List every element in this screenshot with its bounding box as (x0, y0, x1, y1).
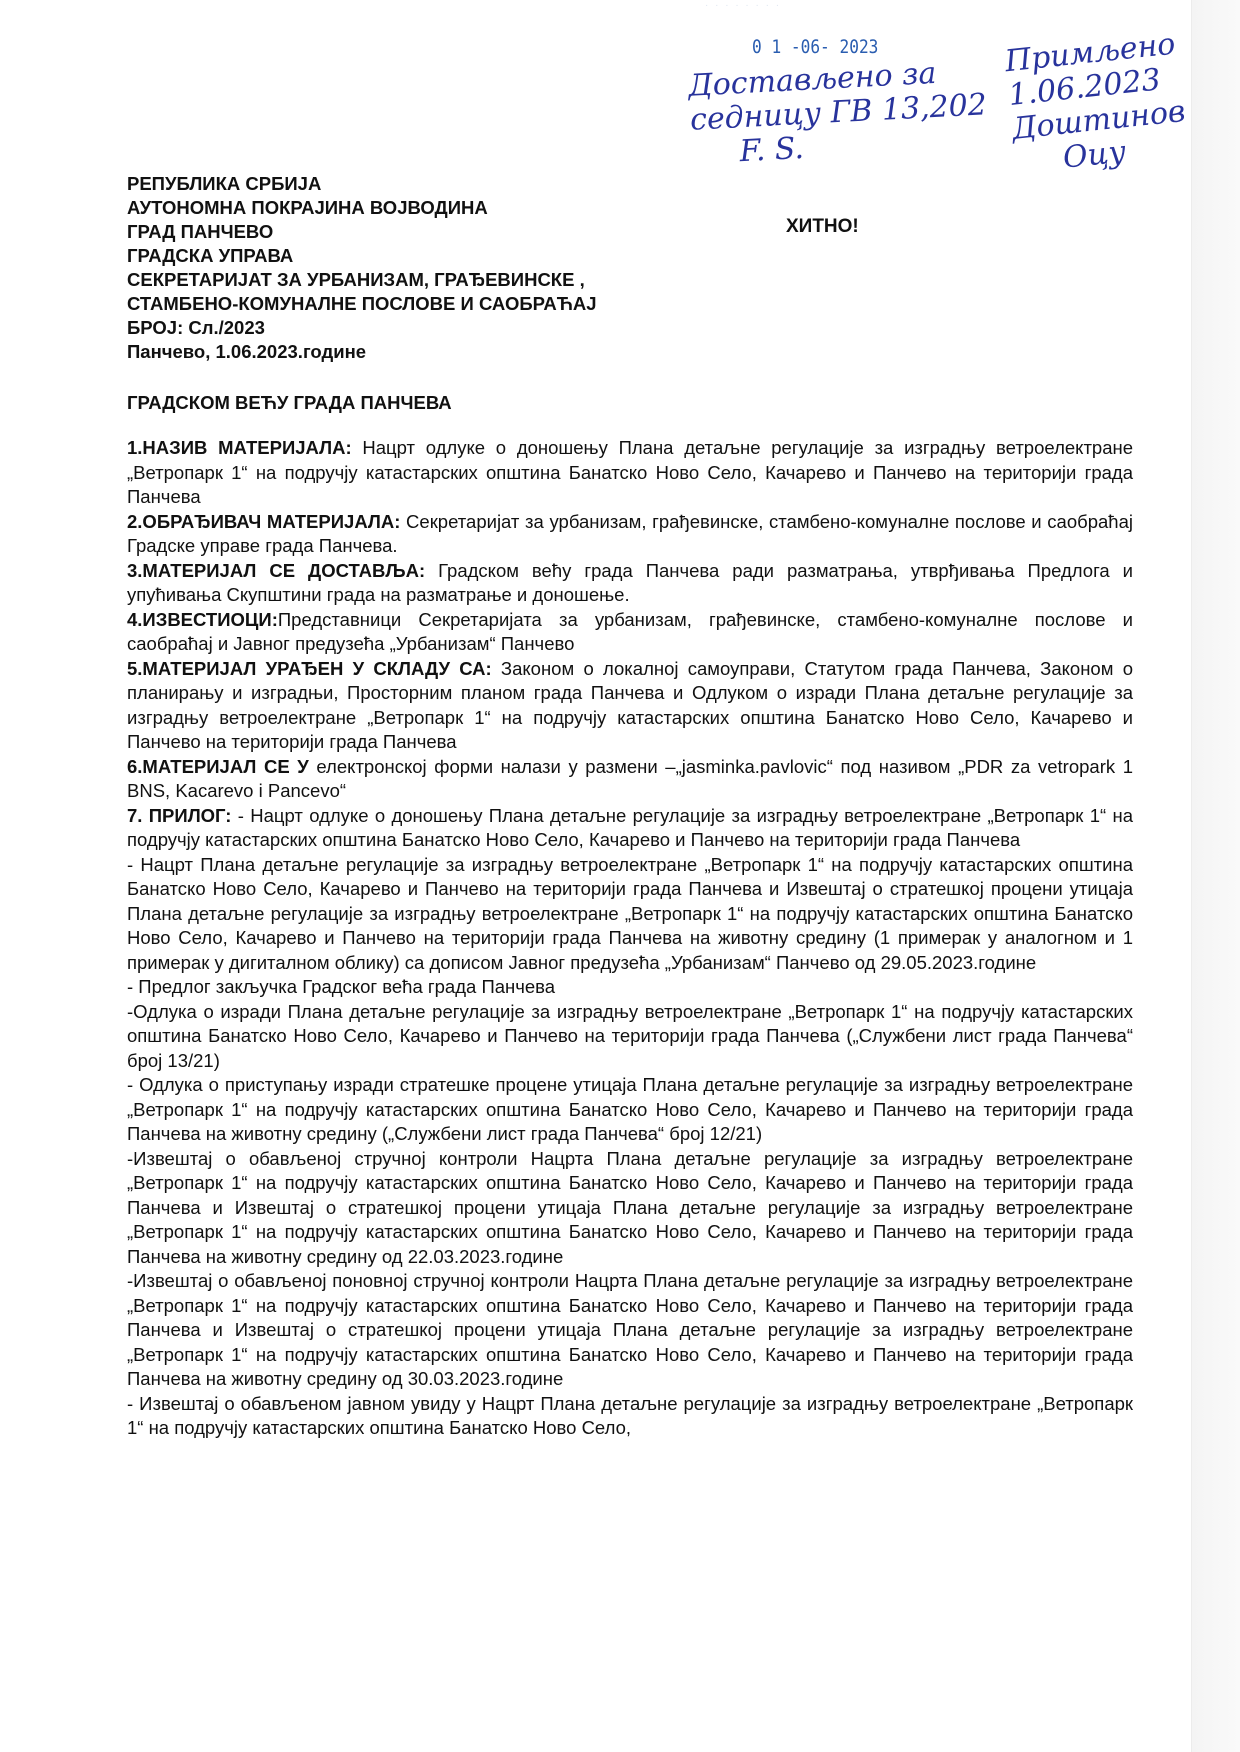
section-label: 3.МАТЕРИЈАЛ СЕ ДОСТАВЉА: (127, 559, 426, 581)
document-body (127, 436, 1133, 1441)
attachment-item: - Нацрт Плана детаљне регулације за изградњу ветроелектране „Ветропарк 1“ на подручју катастарских општина Банатско Ново Село, Качарево и Панчево на територији града Панчева и Извештај о стратешкој процени утицаја Плана детаљне регулације за изградњу ветроелектране „Ветропарк 1“ на подручју катастарских општина Банатско Ново Село, Качарево и Панчево на територији града Панчева на животну средину (1 примерак у аналогном и 1 примерак у дигиталном облику) са дописом Јавног предузећа „Урбанизам“ Панчево од 29.05.2023.године (127, 853, 1133, 973)
letterhead-line: РЕПУБЛИКА СРБИЈА (127, 173, 322, 194)
section-rapporteurs (127, 608, 1133, 657)
section-label: 5.МАТЕРИЈАЛ УРАЂЕН У СКЛАДУ СА: (127, 657, 492, 679)
section-text: електронској форми налази у размени –„jasminka.pavlovic“ под називом „PDR za vetropark 1 BNS, Kacarevo i Pancevo“ (127, 755, 1133, 801)
attachment-item: - Предлог закључка Градског већа града Панчева (127, 976, 556, 997)
section-text: Градском већу града Панчева ради разматрања, утврђивања Предлога и упућивања Скупштини града на разматрање и доношење. (127, 559, 1134, 605)
faint-stamp-remnant: · · · · · · · · (705, 0, 782, 11)
handwritten-note-left: Достављено за седницу ГВ 13,202 F. S. (687, 55, 988, 172)
section-label: 4.ИЗВЕСТИОЦИ: (127, 608, 278, 630)
section-delivered-to (127, 559, 1133, 608)
section-text: - Нацрт одлуке о доношењу Плана детаљне регулације за изградњу ветроелектране „Ветропарк 1“ на подручју катастарских општина Банатско Ново Село, Качарево и Панчево на територији града Панчева (127, 804, 1133, 850)
section-label: 2.ОБРАЂИВАЧ МАТЕРИЈАЛА: (127, 510, 401, 532)
scan-page-edge (1191, 0, 1240, 1752)
letterhead-line: ГРАД ПАНЧЕВО (127, 221, 274, 242)
attachment-item: -Извештај о обављеној поновној стручној контроли Нацрта Плана детаљне регулације за изградњу ветроелектране „Ветропарк 1“ на подручју катастарских општина Банатско Ново Село, Качарево и Панчево на територији града Панчева и Извештај о стратешкој процени утицаја Плана детаљне регулације за изградњу ветроелектране „Ветропарк 1“ на подручју катастарских општина Банатско Ново Село, Качарево и Панчево на територији града Панчева на животну средину од 30.03.2023.године (127, 1270, 1133, 1389)
letterhead-line: СТАМБЕНО-КОМУНАЛНЕ ПОСЛОВЕ И САОБРАЋАЈ (127, 293, 597, 314)
attachment-item: -Извештај о обављеној стручној контроли Нацрта Плана детаљне регулације за изградњу ветроелектране „Ветропарк 1“ на подручју катастарских општина Банатско Ново Село, Качарево и Панчево на територији града Панчева и Извештај о стратешкој процени утицаја Плана детаљне регулације за изградњу ветроелектране „Ветропарк 1“ на подручју катастарских општина Банатско Ново Село, Качарево и Панчево на територији града Панчева на животну средину од 22.03.2023.године (127, 1147, 1133, 1267)
section-label: 6.МАТЕРИЈАЛ СЕ У (127, 755, 309, 777)
letterhead (127, 172, 597, 364)
document-place-date: Панчево, 1.06.2023.године (127, 341, 367, 362)
attachment-item: - Извештај о обављеном јавном увиду у Нацрт Плана детаљне регулације за изградњу ветроелектране „Ветропарк 1“ на подручју катастарских општина Банатско Ново Село, (127, 1392, 1133, 1438)
letterhead-line: ГРАДСКА УПРАВА (127, 245, 294, 266)
section-label: 7. ПРИЛОГ: (127, 804, 232, 826)
urgent-label: ХИТНО! (786, 216, 859, 237)
handwritten-note-right: Примљено 1.06.2023 Доштинов Оцу (1003, 26, 1187, 181)
received-date-stamp: 0 1 -06- 2023 (752, 36, 879, 58)
section-text: Законом о локалној самоуправи, Статутом града Панчева, Законом о планирању и изградњи, Просторним планом града Панчева и Одлуком о изради Плана детаљне регулације за изградњу ветроелектране „Ветропарк 1“ на подручју катастарских општина Банатско Ново Село, Качарево и Панчево на територији града Панчева (127, 657, 1133, 752)
section-text: Нацрт одлуке о доношењу Плана детаљне регулације за изградњу ветроелектране „Ветропарк 1“ на подручју катастарских општина Банатско Ново Село, Качарево и Панчево на територији града Панчева (127, 437, 1134, 507)
section-material-name (127, 436, 1133, 510)
attachment-item: - Одлука о приступању изради стратешке процене утицаја Плана детаљне регулације за изградњу ветроелектране „Ветропарк 1“ на подручју катастарских општина Банатско Ново Село, Качарево и Панчево на територији града Панчева на животну средину („Службени лист града Панчева“ број 12/21) (127, 1074, 1133, 1144)
section-processor (127, 510, 1133, 559)
section-label: 1.НАЗИВ МАТЕРИЈАЛА: (127, 437, 352, 458)
letterhead-line: АУТОНОМНА ПОКРАЈИНА ВОЈВОДИНА (127, 197, 488, 218)
letterhead-line: СЕКРЕТАРИЈАТ ЗА УРБАНИЗАМ, ГРАЂЕВИНСКЕ , (127, 269, 585, 290)
section-electronic-form (127, 755, 1133, 804)
section-attachments (127, 804, 1133, 853)
attachment-item: -Одлука о изради Плана детаљне регулације за изградњу ветроелектране „Ветропарк 1“ на подручју катастарских општина Банатско Ново Село, Качарево и Панчево на територији града Панчева („Службени лист града Панчева“ број 13/21) (127, 1000, 1133, 1071)
section-text: Представници Секретаријата за урбанизам, грађевинске, стамбено-комуналне послове и саобраћај и Јавног предузећа „Урбанизам“ Панчево (127, 608, 1133, 654)
addressee: ГРАДСКОМ ВЕЋУ ГРАДА ПАНЧЕВА (127, 392, 452, 413)
section-legal-basis (127, 657, 1133, 755)
section-text: Секретаријат за урбанизам, грађевинске, стамбено-комуналне послове и саобраћај Градске управе града Панчева. (127, 510, 1133, 556)
document-number: БРОЈ: Сл./2023 (127, 317, 265, 338)
